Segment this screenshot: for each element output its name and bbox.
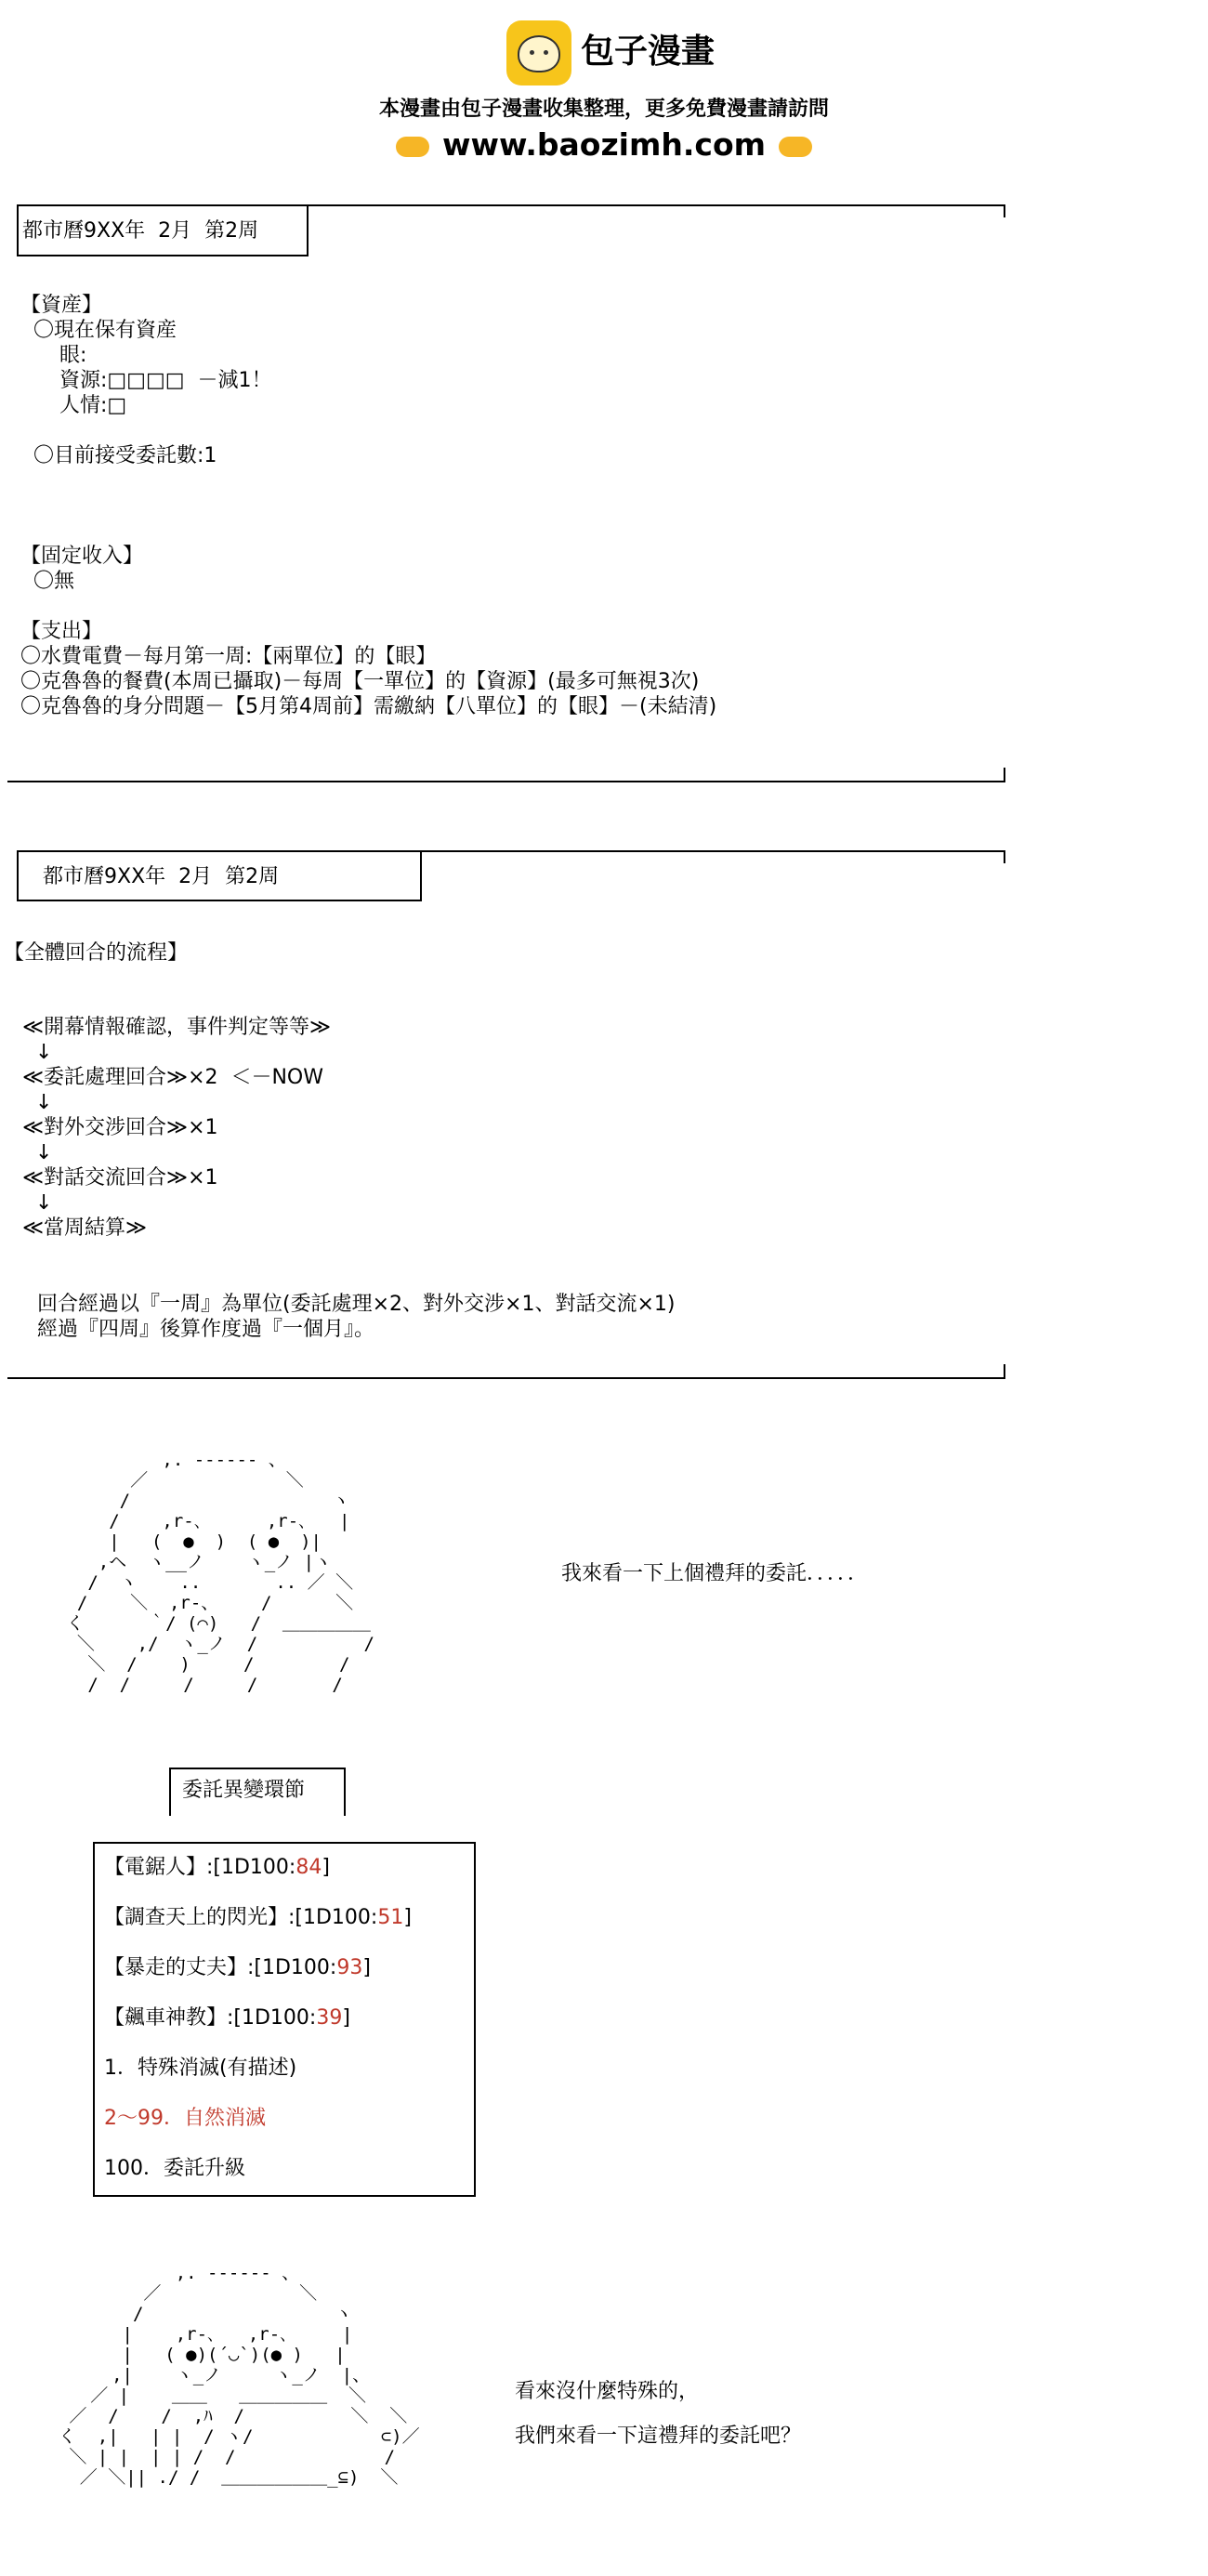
section2-bottom-rule: [7, 1377, 1005, 1379]
flow-arrow: ↓: [22, 1191, 53, 1215]
roll-value: 93: [336, 1956, 363, 1979]
brand-title: 包子漫畫: [581, 33, 716, 71]
flow-arrow: ↓: [22, 1141, 53, 1164]
flow-heading: 【全體回合的流程】: [4, 941, 189, 965]
text-line: 〇無: [20, 570, 74, 593]
flow-step: ≪當周結算≫: [22, 1216, 148, 1240]
ascii-character-art: ,. -‐‐‐‐- 、 ／ ＼ / ヽ / ,r‐､ ,r‐､ | | ( ● ) ( ● )| ,ヘ ヽ__ノ ヽ_ノ |ヽ / ヽ .. .. ／ ＼ / ＼ ,r‐、 / ＼ く ｀/ (⌒) / ＿＿＿＿＿ ＼ ,/ ヽ_ノ / / ＼ / ) / / / / / / /: [66, 1450, 374, 1695]
note-line: 經過『四周』後算作度過『一個月』。: [37, 1318, 375, 1341]
text-line: 資源:□□□□ －減1！: [20, 369, 272, 392]
event-title: 委託異變環節: [182, 1779, 306, 1802]
site-url-row: [0, 125, 1208, 165]
roll-row: [104, 1955, 412, 2005]
roll-value: 51: [377, 1906, 404, 1929]
date-box-bottom: [17, 255, 309, 256]
event-title-box-top: [169, 1768, 346, 1769]
text-line: 〇水費電費－每月第一周:【兩單位】的【眼】: [20, 645, 437, 668]
event-box-right: [474, 1842, 476, 2197]
section1-date: 都市曆9XX年 2月 第2周: [22, 219, 259, 243]
outcome-row: 100．委託升級: [104, 2157, 245, 2180]
flow-step: ≪委託處理回合≫×2 ＜－NOW: [22, 1066, 324, 1089]
site-url-link[interactable]: www.baozimh.com: [442, 126, 766, 163]
event-title-box-right: [344, 1768, 346, 1816]
event-rolls: [104, 1855, 412, 2206]
text-line: 人情:□: [20, 394, 127, 417]
section2-bottom-tick: [1004, 1364, 1005, 1379]
event-box-left: [93, 1842, 95, 2197]
roll-value: 84: [295, 1856, 322, 1879]
roll-label: 【暴走的丈夫】:[1D100:: [104, 1956, 337, 1979]
date-box-left: [17, 850, 19, 901]
text-line: [20, 493, 716, 519]
text-line: 〇目前接受委託數:1: [20, 444, 217, 467]
text-line: [20, 418, 716, 443]
roll-label: 【調查天上的閃光】:[1D100:: [104, 1906, 378, 1929]
text-line: 眼:: [20, 344, 87, 367]
speech-line: 我們來看一下這禮拜的委託吧？: [515, 2425, 802, 2448]
roll-row: [104, 1855, 412, 1905]
text-line: 〇現在保有資産: [20, 319, 177, 342]
bun-face-icon: [518, 35, 560, 72]
section1-top-rule: [17, 204, 1005, 206]
roll-close: ]: [403, 1906, 412, 1929]
outcome-row: 1．特殊消滅(有描述): [104, 2057, 297, 2080]
flow-notes: [37, 1292, 675, 1342]
note-line: 回合經過以『一周』為單位(委託處理×2、對外交涉×1、對話交流×1): [37, 1293, 676, 1316]
event-title-box-left: [169, 1768, 171, 1816]
date-box-right: [420, 850, 422, 901]
pointing-hand-icon: [396, 137, 429, 157]
text-line: [20, 468, 716, 493]
flow-step: ≪對外交涉回合≫×1: [22, 1116, 218, 1139]
text-line: [20, 594, 716, 619]
section1-top-tick: [1004, 204, 1005, 217]
flow-step: ≪對話交流回合≫×1: [22, 1166, 218, 1189]
roll-label: 【飆車神教】:[1D100:: [104, 2006, 317, 2030]
ascii-character-art: ,. -‐‐‐‐- 、 ／ ＼ / ヽ | ,r‐､ ,r‐､ | | ( ●)(´◡`)(● ) | ,| ヽ_ノ ヽ_ノ |、 ／ | ＿＿ ＿＿＿＿＿ ＼ ／ / / ,ﾊ / ＼ ＼ く ,| | | / ヽ/ ⊂)／ ＼ | | | | / / / ／ ＼|| ./ / ＿＿＿＿＿＿_⊆) ＼: [58, 2263, 420, 2488]
logo-eye-icon: [544, 50, 548, 55]
date-box-right: [307, 204, 309, 256]
logo-eye-icon: [530, 50, 534, 55]
text-line: 【資産】: [20, 294, 103, 317]
roll-close: ]: [362, 1956, 371, 1979]
brand-logo-icon: [506, 20, 571, 85]
roll-value: 39: [316, 2006, 343, 2030]
flow-step: ≪開幕情報確認，事件判定等等≫: [22, 1016, 332, 1039]
text-line: 【固定收入】: [20, 545, 144, 568]
event-box-top: [93, 1842, 476, 1844]
flow-arrow: ↓: [22, 1091, 53, 1114]
text-line: [20, 519, 716, 544]
section2-date: 都市曆9XX年 2月 第2周: [43, 865, 280, 888]
assets-block: [20, 293, 716, 719]
section1-bottom-rule: [7, 781, 1005, 782]
speech-line: 我來看一下上個禮拜的委託．．．．．: [561, 1562, 869, 1585]
roll-close: ]: [342, 2006, 350, 2030]
text-line: 〇克魯魯的身分問題－【5月第4周前】需繳納【八單位】的【眼】－(未結清): [20, 695, 717, 718]
section2-top-tick: [1004, 850, 1005, 863]
outcome-row: 2～99．自然消滅: [104, 2107, 266, 2130]
section1-bottom-tick: [1004, 768, 1005, 782]
flow-list: [22, 1015, 331, 1241]
flow-arrow: ↓: [22, 1041, 53, 1064]
roll-close: ]: [322, 1856, 330, 1879]
pointing-hand-icon: [779, 137, 812, 157]
text-line: 〇克魯魯的餐費(本周已攝取)－每周【一單位】的【資源】(最多可無視3次): [20, 670, 700, 693]
site-notice: 本漫畫由包子漫畫收集整理，更多免費漫畫請訪問: [378, 98, 829, 121]
date-box-bottom: [17, 900, 422, 901]
speech-line: 看來沒什麼特殊的，: [515, 2380, 700, 2403]
date-box-left: [17, 204, 19, 256]
roll-row: [104, 1905, 412, 1955]
roll-label: 【電鋸人】:[1D100:: [104, 1856, 296, 1879]
roll-row: [104, 2005, 412, 2056]
section2-top-rule: [17, 850, 1005, 852]
text-line: 【支出】: [20, 620, 103, 643]
